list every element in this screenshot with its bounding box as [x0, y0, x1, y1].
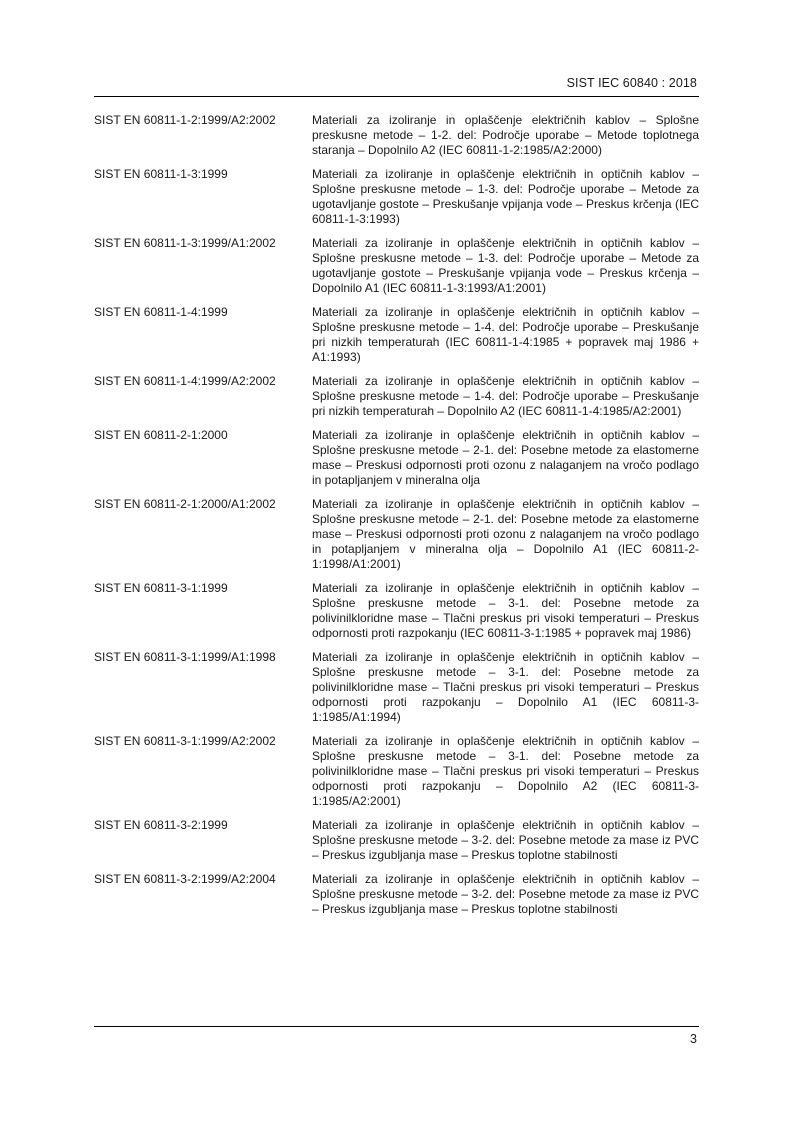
standard-code: SIST EN 60811-3-1:1999/A1:1998 — [94, 650, 276, 664]
footer-divider — [94, 1026, 699, 1027]
standard-description: Materiali za izoliranje in oplaščenje električnih in optičnih kablov – Splošne preskusne metode – 2-1. del: Posebne metode za elastomerne mase – Preskusi odpornosti proti ozonu z nalaganjem na vročo podlago in potapljanjem v mineralna olja — [312, 428, 699, 487]
page-number: 3 — [690, 1032, 697, 1046]
standard-entry — [94, 872, 699, 917]
standard-code: SIST EN 60811-1-2:1999/A2:2002 — [94, 113, 276, 127]
standard-code: SIST EN 60811-3-1:1999/A2:2002 — [94, 734, 276, 748]
standard-entry — [94, 818, 699, 863]
standard-entry — [94, 581, 699, 641]
header-divider — [94, 96, 699, 97]
standard-description: Materiali za izoliranje in oplaščenje električnih kablov – Splošne preskusne metode – 1-2. del: Področje uporabe – Metode toplotnega staranja – Dopolnilo A2 (IEC 60811-1-2:1985/A2:2000) — [312, 113, 699, 157]
standard-entry — [94, 650, 699, 725]
standard-description: Materiali za izoliranje in oplaščenje električnih in optičnih kablov – Splošne preskusne metode – 1-4. del: Področje uporabe – Preskušanje pri nizkih temperaturah – Dopolnilo A2 (IEC 60811-1-4:1985/A2:2001) — [312, 374, 699, 418]
standard-entry — [94, 113, 699, 158]
standard-description: Materiali za izoliranje in oplaščenje električnih in optičnih kablov – Splošne preskusne metode – 1-4. del: Področje uporabe – Preskušanje pri nizkih temperaturah (IEC 60811-1-4:1985 + popravek maj 1986 + A1:1993) — [312, 305, 699, 364]
standard-code: SIST EN 60811-2-1:2000/A1:2002 — [94, 497, 276, 511]
standard-description: Materiali za izoliranje in oplaščenje električnih in optičnih kablov – Splošne preskusne metode – 1-3. del: Področje uporabe – Metode za ugotavljanje gostote – Preskušanje vpijanja vode – Preskus krčenja (IEC 60811-1-3:1993) — [312, 167, 699, 226]
standard-code: SIST EN 60811-1-3:1999/A1:2002 — [94, 236, 276, 250]
standard-entry — [94, 305, 699, 365]
standard-description: Materiali za izoliranje in oplaščenje električnih in optičnih kablov – Splošne preskusne metode – 2-1. del: Posebne metode za elastomerne mase – Preskusi odpornosti proti ozonu z nalaganjem na vročo podlago in potapljanjem v mineralna olja – Dopolnilo A1 (IEC 60811-2-1:1998/A1:2001) — [312, 497, 699, 571]
standard-code: SIST EN 60811-2-1:2000 — [94, 428, 228, 442]
standard-description: Materiali za izoliranje in oplaščenje električnih in optičnih kablov – Splošne preskusne metode – 3-1. del: Posebne metode za polivinilkloridne mase – Tlačni preskus pri visoki temperaturi – Preskus odpornosti proti razpokanju – Dopolnilo A2 (IEC 60811-3-1:1985/A2:2001) — [312, 734, 699, 808]
standard-code: SIST EN 60811-1-4:1999/A2:2002 — [94, 374, 276, 388]
standard-entry — [94, 497, 699, 572]
standards-list — [94, 113, 699, 926]
document-id-header: SIST IEC 60840 : 2018 — [566, 76, 697, 90]
standard-description: Materiali za izoliranje in oplaščenje električnih in optičnih kablov – Splošne preskusne metode – 1-3. del: Področje uporabe – Metode za ugotavljanje gostote – Preskušanje vpijanja vode – Preskus krčenja – Dopolnilo A1 (IEC 60811-1-3:1993/A1:2001) — [312, 236, 699, 295]
standard-description: Materiali za izoliranje in oplaščenje električnih in optičnih kablov – Splošne preskusne metode – 3-2. del: Posebne metode za mase iz PVC – Preskus izgubljanja mase – Preskus toplotne stabilnosti — [312, 818, 699, 862]
standard-entry — [94, 167, 699, 227]
standard-code: SIST EN 60811-3-1:1999 — [94, 581, 228, 595]
standard-code: SIST EN 60811-3-2:1999 — [94, 818, 228, 832]
standard-code: SIST EN 60811-3-2:1999/A2:2004 — [94, 872, 276, 886]
standard-entry — [94, 734, 699, 809]
standard-code: SIST EN 60811-1-3:1999 — [94, 167, 228, 181]
standard-code: SIST EN 60811-1-4:1999 — [94, 305, 228, 319]
standard-description: Materiali za izoliranje in oplaščenje električnih in optičnih kablov – Splošne preskusne metode – 3-1. del: Posebne metode za polivinilkloridne mase – Tlačni preskus pri visoki temperaturi – Preskus odpornosti proti razpokanju – Dopolnilo A1 (IEC 60811-3-1:1985/A1:1994) — [312, 650, 699, 724]
standard-description: Materiali za izoliranje in oplaščenje električnih in optičnih kablov – Splošne preskusne metode – 3-2. del: Posebne metode za mase iz PVC – Preskus izgubljanja mase – Preskus toplotne stabilnosti — [312, 872, 699, 916]
standard-entry — [94, 374, 699, 419]
standard-entry — [94, 428, 699, 488]
standard-entry — [94, 236, 699, 296]
standard-description: Materiali za izoliranje in oplaščenje električnih in optičnih kablov – Splošne preskusne metode – 3-1. del: Posebne metode za polivinilkloridne mase – Tlačni preskus pri visoki temperaturi – Preskus odpornosti proti razpokanju (IEC 60811-3-1:1985 + popravek maj 1986) — [312, 581, 699, 640]
